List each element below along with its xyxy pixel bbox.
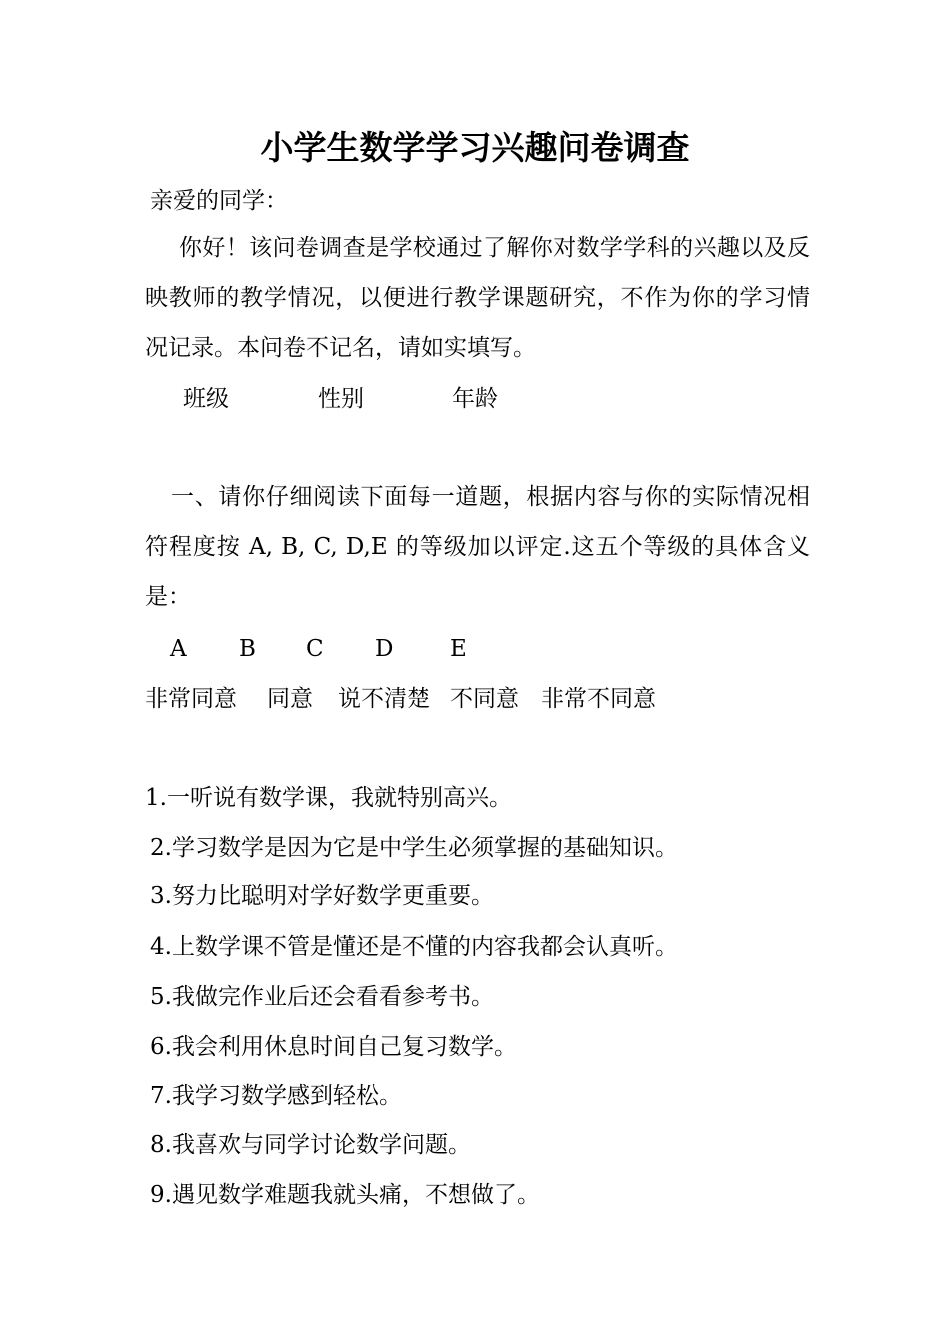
question-item: 9.遇见数学难题我就头痛，不想做了。	[150, 1182, 540, 1208]
question-item: 8.我喜欢与同学讨论数学问题。	[150, 1132, 471, 1158]
question-item: 3.努力比聪明对学好数学更重要。	[150, 883, 494, 909]
info-field-gender: 性别	[318, 386, 364, 412]
question-item: 6.我会利用休息时间自己复习数学。	[150, 1034, 517, 1060]
question-item: 5.我做完作业后还会看看参考书。	[150, 984, 494, 1010]
grade-meaning-b: 同意	[267, 686, 313, 712]
grade-letter-b: B	[239, 636, 256, 662]
page-title: 小学生数学学习兴趣问卷调查	[260, 128, 690, 167]
grade-meaning-c: 说不清楚	[338, 686, 430, 712]
question-item: 7.我学习数学感到轻松。	[150, 1083, 402, 1109]
grade-meaning-a: 非常同意	[145, 686, 237, 712]
info-field-age: 年龄	[452, 386, 498, 412]
grade-meaning-e: 非常不同意	[541, 686, 656, 712]
question-item: 4.上数学课不管是懂还是不懂的内容我都会认真听。	[150, 934, 678, 960]
intro-paragraph: 你好！该问卷调查是学校通过了解你对数学学科的兴趣以及反映教师的教学情况，以便进行教学课题研究，不作为你的学习情况记录。本问卷不记名，请如实填写。	[145, 235, 810, 361]
grade-meaning-d: 不同意	[450, 686, 519, 712]
grade-letter-d: D	[375, 636, 394, 662]
question-item: 2.学习数学是因为它是中学生必须掌握的基础知识。	[150, 835, 678, 861]
greeting: 亲爱的同学：	[150, 188, 288, 214]
grade-letter-e: E	[450, 636, 467, 662]
grade-letter-a: A	[170, 636, 187, 662]
question-item: 1.一听说有数学课，我就特别高兴。	[145, 785, 512, 811]
grade-letter-c: C	[306, 636, 324, 662]
section1-intro: 一、请你仔细阅读下面每一道题，根据内容与你的实际情况相符程度按 A, B, C, D,E 的等级加以评定.这五个等级的具体含义是：	[145, 484, 810, 610]
info-field-class: 班级	[183, 386, 229, 412]
